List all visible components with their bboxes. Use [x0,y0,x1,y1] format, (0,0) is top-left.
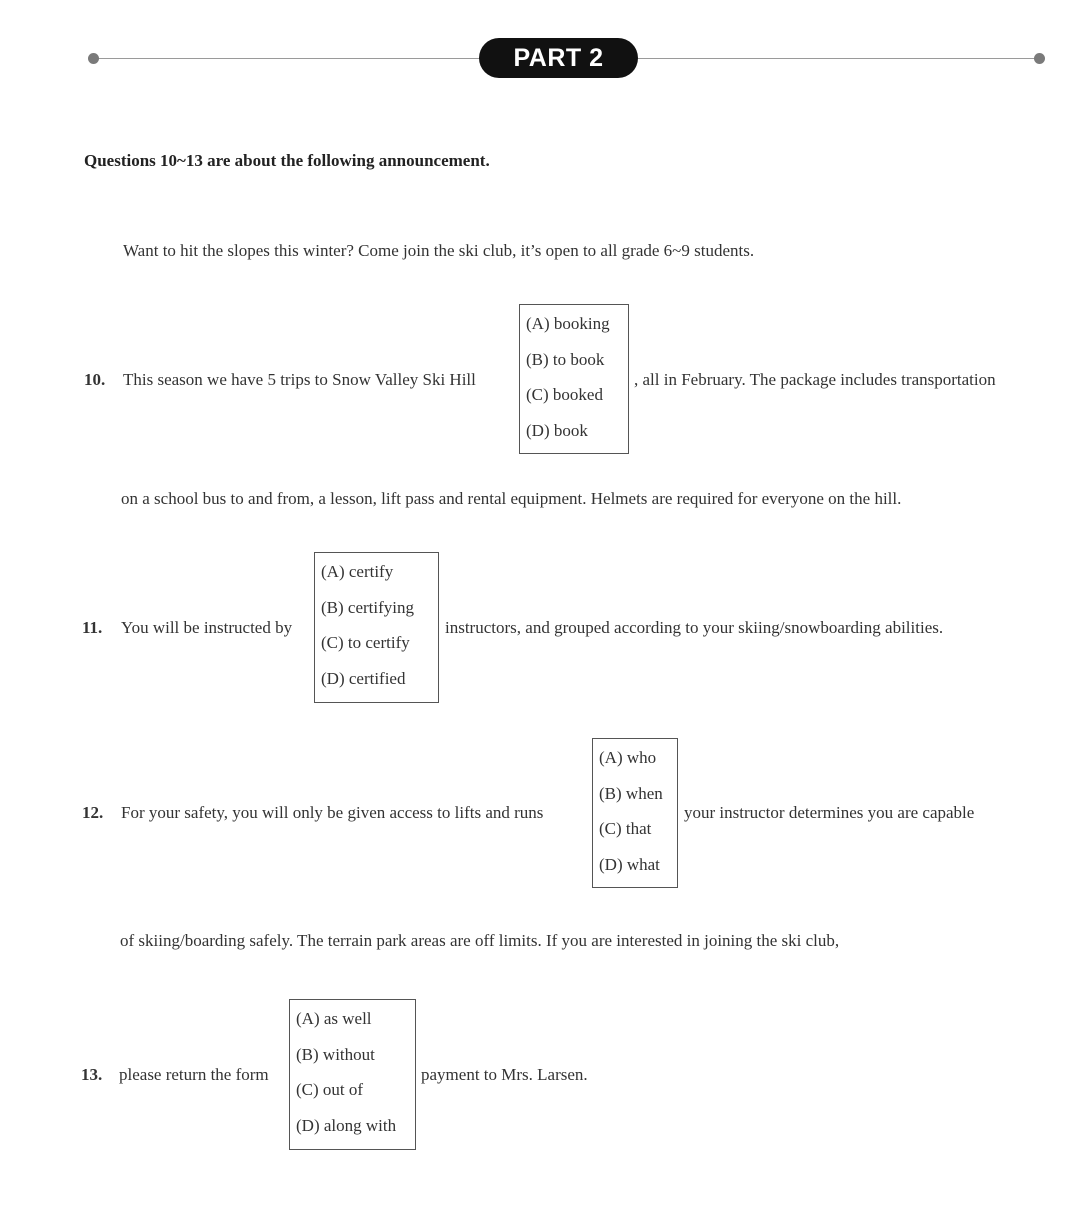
question-number: 13. [81,1065,103,1084]
question-text-after: your instructor determines you are capable [684,803,975,822]
question-text-after: , all in February. The package includes transportation [634,370,996,389]
question-text-before: This season we have 5 trips to Snow Valley Ski Hill [123,370,476,389]
option-b[interactable]: (B) certifying [321,597,414,617]
question-number: 11. [82,618,103,637]
option-box [592,738,678,888]
option-b[interactable]: (B) when [599,783,663,803]
option-d[interactable]: (D) along with [296,1115,397,1135]
question-text-after: payment to Mrs. Larsen. [421,1065,588,1084]
header-right-dot [1034,53,1045,64]
option-d[interactable]: (D) book [526,420,588,440]
header-left-dot [88,53,99,64]
option-d[interactable]: (D) certified [321,668,406,688]
question-text-after: instructors, and grouped according to your skiing/snowboarding abilities. [445,618,944,637]
option-box [519,304,629,454]
option-a[interactable]: (A) who [599,748,657,767]
question-number: 10. [84,370,106,389]
option-c[interactable]: (C) booked [526,385,603,404]
question-number: 12. [82,803,104,822]
option-a[interactable]: (A) as well [296,1009,372,1028]
continuation-paragraph-2: of skiing/boarding safely. The terrain park areas are off limits. If you are interested in joining the ski club, [120,931,840,950]
option-b[interactable]: (B) to book [526,349,605,369]
option-d[interactable]: (D) what [599,854,660,874]
option-box [314,552,439,703]
option-box [289,999,416,1150]
question-text-before: You will be instructed by [121,618,293,637]
option-c[interactable]: (C) out of [296,1080,364,1099]
instructions-heading: Questions 10~13 are about the following announcement. [84,151,490,170]
question-text-before: For your safety, you will only be given access to lifts and runs [121,803,544,822]
option-b[interactable]: (B) without [296,1044,375,1064]
question-text-before: please return the form [119,1065,269,1084]
option-c[interactable]: (C) to certify [321,633,410,652]
continuation-paragraph-1: on a school bus to and from, a lesson, lift pass and rental equipment. Helmets are required for everyone on the hill. [121,489,902,508]
part-label: PART 2 [479,38,638,78]
option-a[interactable]: (A) booking [526,314,610,333]
option-c[interactable]: (C) that [599,819,652,838]
option-a[interactable]: (A) certify [321,562,394,581]
intro-paragraph: Want to hit the slopes this winter? Come join the ski club, it’s open to all grade 6~9 students. [123,241,755,260]
